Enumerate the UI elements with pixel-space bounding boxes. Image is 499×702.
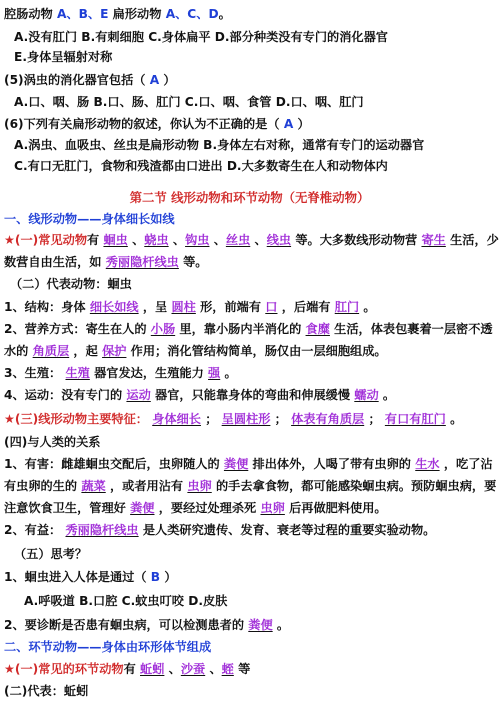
doc-line [0, 69, 499, 91]
line-text: 扁形动物 [108, 7, 166, 21]
doc-line [0, 134, 499, 156]
doc-line [0, 362, 499, 384]
line-text: 等。大多数线形动物营 [291, 233, 422, 247]
line-text: ） [159, 73, 176, 87]
line-text: 4、运动：没有专门的 [4, 388, 127, 402]
line-text: 器官，只能靠身体的弯曲和伸展缓慢 [150, 388, 355, 402]
doc-line [0, 408, 499, 430]
answer-text: B [150, 570, 161, 584]
line-text: 第二节 线形动物和环节动物（无脊椎动物） [129, 190, 370, 205]
answer-blank: 虫卵 [187, 479, 212, 493]
line-text: 器官发达，生殖能力 [89, 366, 209, 380]
doc-line [0, 636, 499, 658]
doc-line [0, 273, 499, 295]
doc-line [0, 614, 499, 636]
line-text: 是人类研究遗传、发育、衰老等过程的重要实验动物。 [138, 523, 436, 537]
line-text: 有 [123, 662, 141, 676]
line-text: （二）代表动物：蛔虫 [10, 277, 132, 291]
line-text: 。 [359, 300, 376, 314]
line-text: 2、有益： [4, 523, 66, 537]
answer-blank: 线虫 [266, 233, 292, 247]
line-text: 形，前端有 [195, 300, 266, 314]
answer-blank: 角质层 [32, 344, 70, 358]
line-text: ） [293, 117, 310, 131]
line-text: A.没有肛门 B.有刺细胞 C.身体扁平 D.部分种类没有专门的消化器官 [14, 30, 388, 44]
doc-line [0, 566, 499, 588]
answer-blank: 寄生 [421, 233, 446, 247]
answer-blank: 体表有角质层 [291, 412, 365, 426]
line-text: ； [364, 412, 385, 426]
line-text: ，或者用沾有 [105, 479, 188, 493]
doc-line [0, 340, 499, 362]
line-text: A.口、咽、肠 B.口、肠、肛门 C.口、咽、食管 D.口、咽、肛门 [14, 95, 364, 109]
line-text: 有 [87, 233, 104, 247]
line-text: 的手去拿食物，都可能感染蛔虫病。预防蛔虫病，要 [211, 479, 497, 493]
line-text: 、 [127, 233, 145, 247]
line-text: 等 [233, 662, 251, 676]
line-text: ，吃了沾 [439, 457, 493, 471]
doc-line [0, 3, 499, 25]
answer-blank: 细长如线 [89, 300, 139, 314]
line-text: 生活，少 [445, 233, 499, 247]
doc-line [0, 658, 499, 680]
line-text: A.涡虫、血吸虫、丝虫是扁形动物 B.身体左右对称，通常有专门的运动器官 [14, 138, 425, 152]
line-text: 1、有害：雌雄蛔虫交配后，虫卵随人的 [4, 457, 224, 471]
line-text: (6)下列有关扁形动物的叙述，你认为不正确的是（ [4, 117, 284, 131]
doc-line [0, 208, 499, 230]
doc-line [0, 519, 499, 541]
doc-line [0, 431, 499, 453]
line-text: C.有口无肛门，食物和残渣都由口进出 D.大多数寄生在人和动物体内 [14, 159, 388, 173]
line-text: 里，靠小肠内半消化的 [175, 322, 306, 336]
line-text: （五）思考？ [14, 547, 88, 561]
answer-blank: 秀丽隐杆线虫 [65, 523, 139, 537]
answer-blank: 蠕动 [354, 388, 379, 402]
line-text: 作用；消化管结构简单，肠仅由一层细胞组成。 [126, 344, 387, 358]
doc-line [0, 590, 499, 612]
answer-blank: 生水 [415, 457, 440, 471]
line-text: ） [160, 570, 177, 584]
line-text: 。 [218, 7, 231, 21]
line-text: 1、蛔虫进入人体是通过（ [4, 570, 151, 584]
doc-line [0, 497, 499, 519]
answer-blank: 秀丽隐杆线虫 [105, 255, 179, 269]
answer-blank: 口 [265, 300, 278, 314]
line-text: ； [270, 412, 292, 426]
answer-blank: 有口有肛门 [384, 412, 446, 426]
line-text: 、 [164, 662, 181, 676]
answer-blank: 蛔虫 [103, 233, 128, 247]
answer-blank: 身体细长 [152, 412, 201, 426]
line-text: ，要经过处理杀死 [154, 501, 261, 515]
line-text: 注意饮食卫生，管理好 [4, 501, 131, 515]
line-text: 。 [378, 388, 396, 402]
doc-line [0, 229, 499, 251]
answer-blank: 小肠 [150, 322, 176, 336]
line-text: 有虫卵的生的 [4, 479, 82, 493]
line-text: (四)与人类的关系 [4, 435, 101, 449]
answer-blank: 运动 [126, 388, 151, 402]
line-text: 2、营养方式：寄生在人的 [4, 322, 151, 336]
line-text: 1、结构：身体 [4, 300, 90, 314]
answer-text: 一、线形动物——身体细长如线 [4, 212, 175, 226]
doc-line [0, 26, 499, 48]
answer-text: A、C、D [165, 7, 219, 21]
line-text: ； [200, 412, 222, 426]
line-text: (二)代表：蚯蚓 [4, 684, 89, 698]
doc-line [0, 384, 499, 406]
line-text: ★(三)线形动物主要特征： [4, 412, 148, 426]
answer-blank: 呈圆柱形 [221, 412, 271, 426]
doc-line [0, 318, 499, 340]
doc-line [0, 296, 499, 318]
answer-blank: 丝虫 [225, 233, 251, 247]
answer-blank: 肛门 [334, 300, 360, 314]
line-text: 、 [250, 233, 267, 247]
answer-blank: 粪便 [130, 501, 155, 515]
answer-blank: 蔬菜 [81, 479, 106, 493]
line-text: 、 [168, 233, 186, 247]
line-text: 等。 [178, 255, 208, 269]
doc-line [0, 543, 499, 565]
line-text: A.呼吸道 B.口腔 C.蚊虫叮咬 D.皮肤 [24, 594, 228, 608]
answer-blank: 强 [208, 366, 221, 380]
answer-blank: 保护 [102, 344, 127, 358]
doc-line [0, 46, 499, 68]
answer-blank: 沙蚕 [180, 662, 206, 676]
answer-text: A [283, 117, 294, 131]
line-text: 、 [205, 662, 222, 676]
line-text: 。 [445, 412, 463, 426]
answer-blank: 蛲虫 [144, 233, 169, 247]
line-text: 水的 [4, 344, 33, 358]
doc-line [0, 475, 499, 497]
doc-line [0, 113, 499, 135]
doc-line [0, 453, 499, 475]
doc-line [0, 187, 499, 209]
line-text: 、 [209, 233, 226, 247]
answer-blank: 圆柱 [171, 300, 196, 314]
line-text: ，后端有 [277, 300, 335, 314]
answer-blank: 粪便 [248, 618, 273, 632]
answer-blank: 钩虫 [185, 233, 210, 247]
answer-text: A、B、E [57, 7, 109, 21]
line-text: 腔肠动物 [4, 7, 57, 21]
line-text: ★(一)常见的环节动物 [4, 662, 124, 676]
line-text: (5)涡虫的消化器官包括（ [4, 73, 150, 87]
doc-line [0, 251, 499, 273]
doc-line [0, 91, 499, 113]
line-text: ★(一)常见动物 [4, 233, 88, 247]
answer-blank: 蚯蚓 [140, 662, 165, 676]
answer-blank: 生殖 [65, 366, 90, 380]
line-text: 。 [272, 618, 290, 632]
doc-line [0, 680, 499, 702]
line-text: 数营自由生活，如 [4, 255, 106, 269]
doc-line [0, 155, 499, 177]
answer-text: A [149, 73, 160, 87]
line-text: 。 [220, 366, 237, 380]
answer-text: 二、环节动物——身体由环形体节组成 [4, 640, 212, 654]
answer-blank: 蛭 [221, 662, 234, 676]
line-text: 3、生殖： [4, 366, 66, 380]
line-text: 后再做肥料使用。 [284, 501, 387, 515]
line-text: ，呈 [138, 300, 172, 314]
line-text: 排出体外，人喝了带有虫卵的 [248, 457, 416, 471]
answer-blank: 粪便 [223, 457, 249, 471]
line-text: E.身体呈辐射对称 [14, 50, 113, 64]
line-text: ，起 [69, 344, 103, 358]
line-text: 生活，体表包裹着一层密不透 [329, 322, 493, 336]
answer-blank: 食糜 [305, 322, 330, 336]
answer-blank: 虫卵 [260, 501, 285, 515]
line-text: 2、要诊断是否患有蛔虫病，可以检测患者的 [4, 618, 249, 632]
